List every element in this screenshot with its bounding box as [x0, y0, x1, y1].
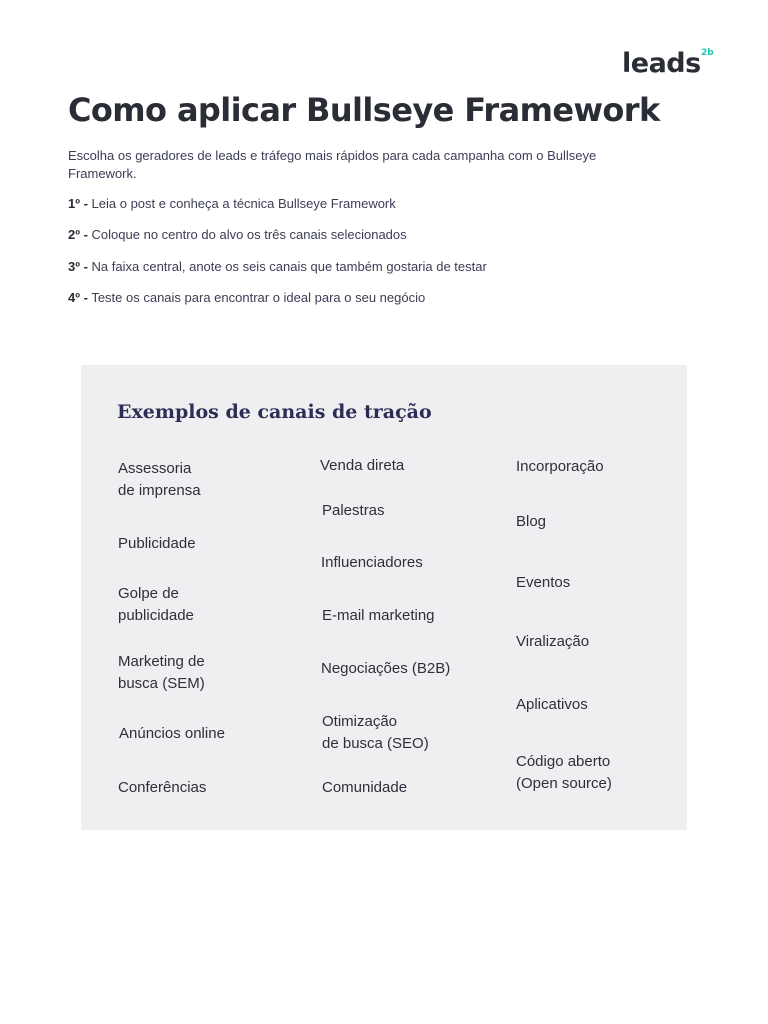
step-2-text: Coloque no centro do alvo os três canais selecionados: [91, 227, 407, 242]
channel-golpe-de-publicidade: Golpe de publicidade: [118, 585, 194, 624]
channel-palestras: Palestras: [322, 502, 385, 519]
channel-viralizacao: Viralização: [516, 633, 590, 650]
logo-wordmark: leads: [622, 48, 701, 79]
step-3: [68, 258, 487, 276]
logo-superscript: 2b: [701, 48, 714, 58]
channel-negociacoes-b2b: Negociações (B2B): [321, 660, 451, 677]
leads2b-logo: [622, 44, 718, 84]
channel-blog: Blog: [516, 513, 547, 530]
step-1-text: Leia o post e conheça a técnica Bullseye Framework: [91, 196, 396, 211]
step-3-text: Na faixa central, anote os seis canais que também gostaria de testar: [91, 259, 487, 274]
step-4: [68, 289, 425, 307]
step-1: [68, 195, 396, 213]
step-3-number: 3º -: [68, 259, 88, 274]
channel-venda-direta: Venda direta: [320, 457, 405, 474]
channel-eventos: Eventos: [516, 574, 571, 591]
channel-otimizacao-de-busca: Otimização de busca (SEO): [322, 713, 429, 752]
channel-codigo-aberto: Código aberto (Open source): [516, 753, 612, 792]
channel-anuncios-online: Anúncios online: [119, 725, 225, 742]
channel-publicidade: Publicidade: [118, 535, 196, 552]
step-4-text: Teste os canais para encontrar o ideal para o seu negócio: [91, 290, 426, 305]
channel-incorporacao: Incorporação: [516, 458, 604, 475]
page-title: Como aplicar Bullseye Framework: [68, 91, 660, 129]
intro-text: Escolha os geradores de leads e tráfego mais rápidos para cada campanha com o Bullseye Framework.: [68, 148, 597, 181]
step-1-number: 1º -: [68, 196, 88, 211]
channel-comunidade: Comunidade: [322, 779, 408, 796]
panel-title: Exemplos de canais de tração: [117, 401, 432, 423]
channel-influenciadores: Influenciadores: [321, 554, 423, 571]
channel-marketing-de-busca: Marketing de busca (SEM): [118, 653, 205, 692]
channel-assessoria-de-imprensa: Assessoria de imprensa: [118, 460, 201, 499]
channel-conferencias: Conferências: [118, 779, 207, 796]
step-4-number: 4º -: [68, 290, 88, 305]
channel-email-marketing: E-mail marketing: [322, 607, 435, 624]
step-2-number: 2º -: [68, 227, 88, 242]
step-2: [68, 226, 407, 244]
channel-aplicativos: Aplicativos: [516, 696, 588, 713]
